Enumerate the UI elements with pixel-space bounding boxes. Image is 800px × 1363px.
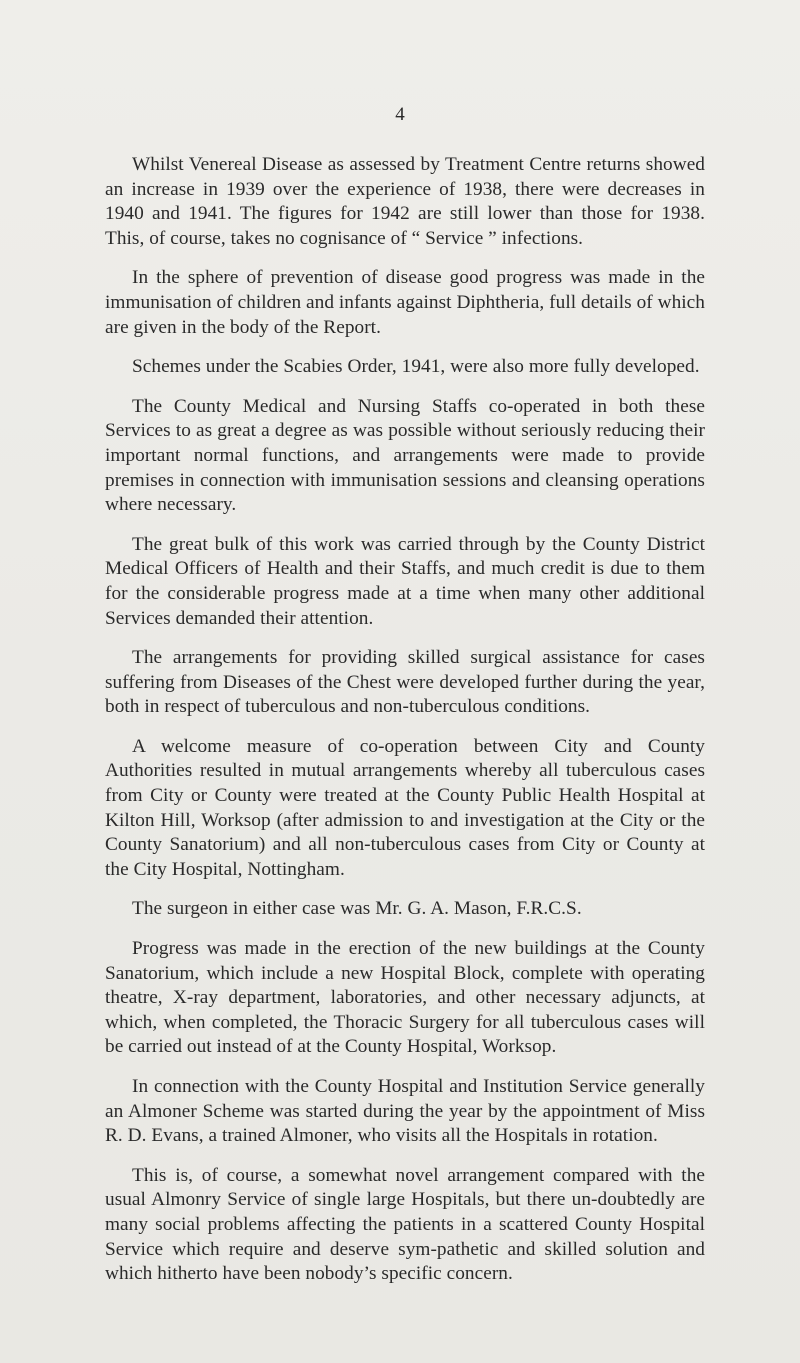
- paragraph-medical-nursing-staffs: The County Medical and Nursing Staffs co-operated in both these Services to as great a degree as was possible without seriously reducing their important normal functions, and arrangements were made to provide premises in connection with immunisation sessions and cleansing operations where necessary.: [105, 395, 705, 516]
- page-number: 4: [395, 104, 405, 125]
- paragraph-venereal-disease: Whilst Venereal Disease as assessed by Treatment Centre returns showed an increase in 1939 over the experience of 1938, there were decreases in 1940 and 1941. The figures for 1942 are still lower than those for 1938. This, of course, takes no cognisance of “ Service ” infections.: [105, 154, 705, 249]
- paragraph-almoner-scheme: In connection with the County Hospital and Institution Service generally an Almoner Scheme was started during the year by the appointment of Miss R. D. Evans, a trained Almoner, who visits all the Hospitals in rotation.: [105, 1076, 705, 1147]
- paragraph-district-medical-officers: The great bulk of this work was carried through by the County District Medical Officers of Health and their Staffs, and much credit is due to them for the considerable progress made at a time when many other additional Services demanded their attention.: [105, 533, 705, 629]
- paragraph-city-county-cooperation: A welcome measure of co-operation between City and County Authorities resulted in mutual arrangements whereby all tuberculous cases from City or County were treated at the County Public Health Hospital at Kilton Hill, Worksop (after admission to and investigation at the City or the County Sanatorium) and all non-tuberculous cases from City or County at the City Hospital, Nottingham.: [105, 735, 705, 880]
- body-text: [105, 153, 705, 1302]
- paragraph-scabies-order: Schemes under the Scabies Order, 1941, were also more fully developed.: [132, 356, 700, 378]
- paragraph-surgeon: The surgeon in either case was Mr. G. A. Mason, F.R.C.S.: [132, 898, 582, 920]
- paragraph-new-buildings: Progress was made in the erection of the new buildings at the County Sanatorium, which include a new Hospital Block, complete with operating theatre, X-ray department, laboratories, and other necessary adjuncts, at which, when completed, the Thoracic Surgery for all tuberculous cases will be carried out instead of at the County Hospital, Worksop.: [105, 938, 705, 1058]
- paragraph-almonry-service: This is, of course, a somewhat novel arrangement compared with the usual Almonry Service of single large Hospitals, but there un-doubtedly are many social problems affecting the patients in a scattered County Hospital Service which require and deserve sym-pathetic and skilled solution and which hitherto have been nobody’s specific concern.: [105, 1164, 705, 1285]
- paragraph-surgical-assistance: The arrangements for providing skilled surgical assistance for cases suffering from Diseases of the Chest were developed further during the year, both in respect of tuberculous and non-tuberculous conditions.: [105, 647, 705, 718]
- paragraph-immunisation: In the sphere of prevention of disease good progress was made in the immunisation of children and infants against Diphtheria, full details of which are given in the body of the Report.: [105, 267, 705, 338]
